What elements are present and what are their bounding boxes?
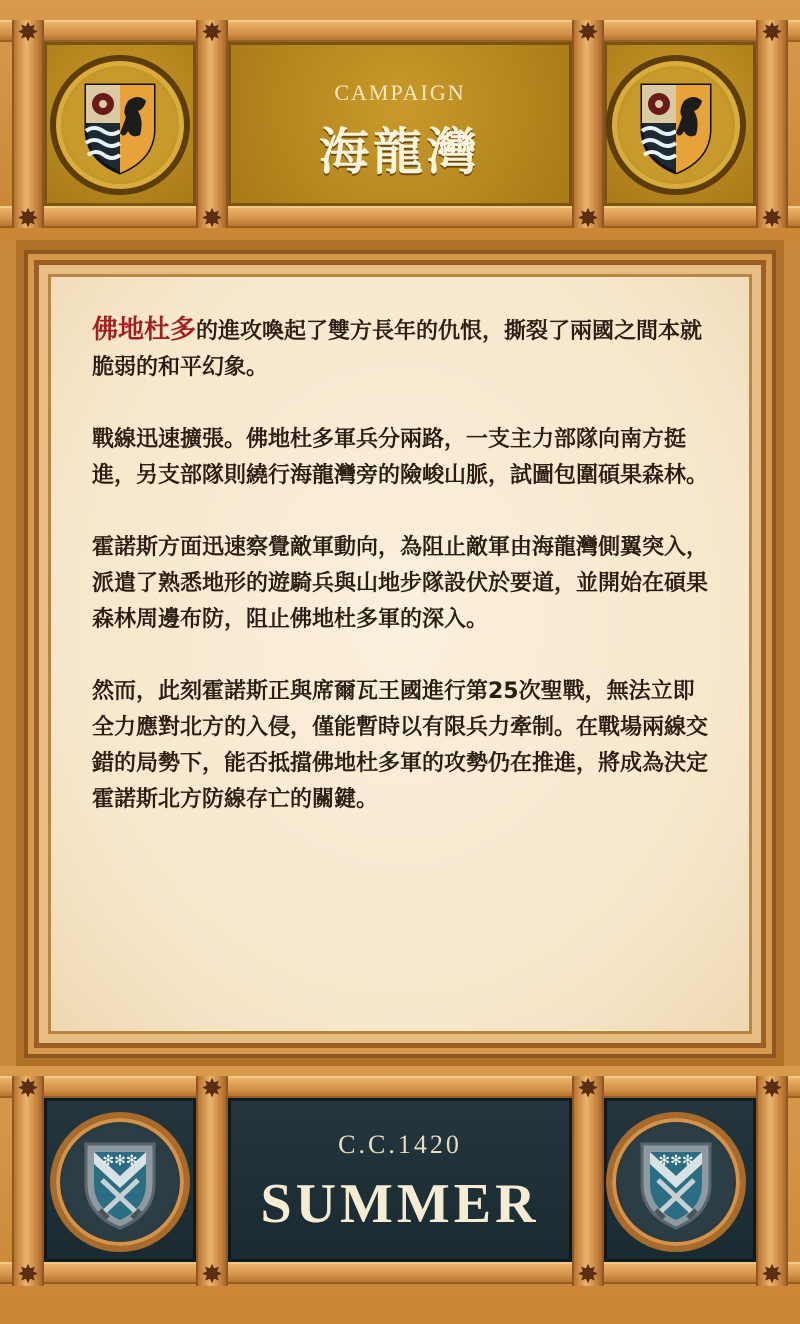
star-ornament-icon: ✸ [761, 18, 783, 48]
star-ornament-icon: ✸ [201, 1260, 223, 1290]
star-ornament-icon: ✸ [577, 1260, 599, 1290]
star-ornament-icon: ✸ [761, 204, 783, 234]
star-ornament-icon: ✸ [201, 1074, 223, 1104]
season-title: SUMMER [260, 1173, 540, 1235]
heraldic-shield-lion-rose-icon [606, 55, 746, 195]
story-paragraph-3: 霍諾斯方面迅速察覺敵軍動向，為阻止敵軍由海龍灣側翼突入，派遣了熟悉地形的遊騎兵與山地步隊設伏於要道，並開始在碩果森林周邊布防，阻止佛地杜多軍的深入。 [92, 535, 709, 632]
star-ornament-icon: ✸ [201, 204, 223, 234]
star-ornament-icon: ✸ [761, 1260, 783, 1290]
star-ornament-icon: ✸ [17, 18, 39, 48]
faction-name-highlight: 佛地杜多 [92, 315, 197, 345]
shield-crossed-swords-icon [606, 1112, 746, 1252]
story-text [92, 312, 712, 854]
footer-post-right [756, 1076, 788, 1286]
story-paragraph-2: 戰線迅速擴張。佛地杜多軍兵分兩路，一支主力部隊向南方挺進，另支部隊則繞行海龍灣旁的險峻山脈，試圖包圍碩果森林。 [92, 427, 709, 488]
footer-post-left [12, 1076, 44, 1286]
star-ornament-icon: ✸ [201, 18, 223, 48]
header-post-mid-right [572, 20, 604, 228]
campaign-label: CAMPAIGN [334, 80, 466, 105]
campaign-title: 海龍灣 [319, 122, 481, 181]
svg-text:✻✻✻: ✻✻✻ [102, 1153, 138, 1169]
date-label: C.C.1420 [338, 1130, 462, 1159]
footer-rail-top [0, 1076, 800, 1098]
header-rail-top [0, 20, 800, 42]
star-ornament-icon: ✸ [17, 1260, 39, 1290]
header-post-right [756, 20, 788, 228]
star-ornament-icon: ✸ [761, 1074, 783, 1104]
header-rail-bottom [0, 206, 800, 228]
story-paragraph-1 [92, 312, 712, 386]
footer-post-mid-left [196, 1076, 228, 1286]
shield-crossed-swords-icon [50, 1112, 190, 1252]
star-ornament-icon: ✸ [17, 204, 39, 234]
footer-post-mid-right [572, 1076, 604, 1286]
svg-text:✻✻✻: ✻✻✻ [658, 1153, 694, 1169]
story-paragraph-4: 然而，此刻霍諾斯正與席爾瓦王國進行第25次聖戰，無法立即全力應對北方的入侵，僅能暫時以有限兵力牽制。在戰場兩線交錯的局勢下，能否抵擋佛地杜多軍的攻勢仍在推進，將成為決定霍諾斯北方防線存亡的關鍵。 [92, 679, 709, 812]
star-ornament-icon: ✸ [577, 1074, 599, 1104]
star-ornament-icon: ✸ [577, 204, 599, 234]
star-ornament-icon: ✸ [577, 18, 599, 48]
footer-rail-bottom [0, 1262, 800, 1284]
heraldic-shield-lion-rose-icon [50, 55, 190, 195]
star-ornament-icon: ✸ [17, 1074, 39, 1104]
header-post-left [12, 20, 44, 228]
header-post-mid-left [196, 20, 228, 228]
story-paragraph-1-rest: 的進攻喚起了雙方長年的仇恨，撕裂了兩國之間本就脆弱的和平幻象。 [92, 319, 703, 380]
